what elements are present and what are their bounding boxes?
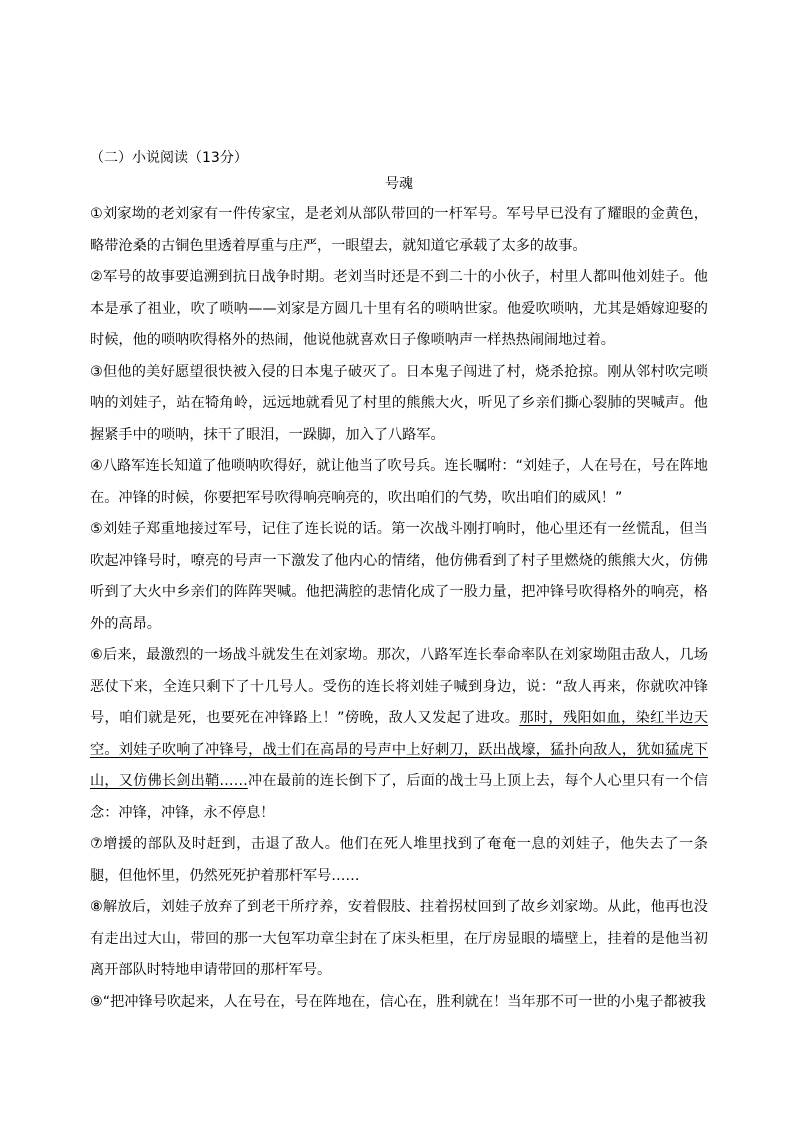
paragraph-3: ③但他的美好愿望很快被入侵的日本鬼子破灭了。日本鬼子闯进了村，烧杀抢掠。刚从邻村吹完唢呐的刘娃子，站在犄角岭，远远地就看见了村里的熊熊大火，听见了乡亲们撕心裂肺的哭喊声。他握紧手中的唢呐，抹干了眼泪，一跺脚，加入了八路军。 xyxy=(90,363,708,443)
section-title: （二）小说阅读（13分） xyxy=(90,150,248,166)
paragraph-7: ⑦增援的部队及时赶到，击退了敌人。他们在死人堆里找到了奄奄一息的刘娃子，他失去了一条腿，但他怀里，仍然死死护着那杆军号…… xyxy=(90,836,708,884)
story-title: 号魂 xyxy=(385,176,413,192)
paragraph-4: ④八路军连长知道了他唢呐吹得好，就让他当了吹号兵。连长嘱咐：“刘娃子，人在号在，号在阵地在。冲锋的时候，你要把军号吹得响亮响亮的，吹出咱们的气势，吹出咱们的威风！” xyxy=(90,458,708,506)
paragraph-6-before: ⑥后来，最激烈的一场战斗就发生在刘家坳。那次，八路军连长奉命率队在刘家坳阻击敌人，几场恶仗下来，全连只剩下了十几号人。受伤的连长将刘娃子喊到身边，说：“敌人再来，你就吹冲锋号，咱们就是死，也要死在冲锋路上！”傍晚，敌人又发起了进攻。 xyxy=(90,647,708,726)
paragraph-6 xyxy=(90,640,708,829)
paragraph-6-after: 冲在最前的连长倒下了，后面的战士马上顶上去，每个人心里只有一个信念：冲锋，冲锋，永不停息！ xyxy=(90,773,708,821)
paragraph-5: ⑤刘娃子郑重地接过军号，记住了连长说的话。第一次战斗刚打响时，他心里还有一丝慌乱，但当吹起冲锋号时，嘹亮的号声一下激发了他内心的情绪，他仿佛看到了村子里燃烧的熊熊大火，仿佛听到了大火中乡亲们的阵阵哭喊。他把满腔的悲情化成了一股力量，把冲锋号吹得格外的响亮，格外的高昂。 xyxy=(90,521,708,632)
paragraph-6-underlined: 那时，残阳如血，染红半边天空。刘娃子吹响了冲锋号，战士们在高昂的号声中上好刺刀，跃出战壕，猛扑向敌人，犹如猛虎下山，又仿佛长剑出鞘…… xyxy=(90,710,708,789)
paragraph-8: ⑧解放后，刘娃子放弃了到老干所疗养，安着假肢、拄着拐杖回到了故乡刘家坳。从此，他再也没有走出过大山，带回的那一大包军功章尘封在了床头柜里，在厅房显眼的墙壁上，挂着的是他当初离开部队时特地申请带回的那杆军号。 xyxy=(90,899,708,978)
document-page xyxy=(90,148,708,1018)
paragraph-9: ⑨“把冲锋号吹起来，人在号在，号在阵地在，信心在，胜利就在！当年那不可一世的小鬼子都被我 xyxy=(90,993,706,1010)
paragraph-2: ②军号的故事要追溯到抗日战争时期。老刘当时还是不到二十的小伙子，村里人都叫他刘娃子。他本是承了祖业，吹了唢呐——刘家是方圆几十里有名的唢呐世家。他爱吹唢呐，尤其是婚嫁迎娶的时候，他的唢呐吹得格外的热闹，他说他就喜欢日子像唢呐声一样热热闹闹地过着。 xyxy=(90,269,708,348)
paragraph-1: ①刘家坳的老刘家有一件传家宝，是老刘从部队带回的一杆军号。军号早已没有了耀眼的金黄色，略带沧桑的古铜色里透着厚重与庄严，一眼望去，就知道它承载了太多的故事。 xyxy=(90,206,708,254)
